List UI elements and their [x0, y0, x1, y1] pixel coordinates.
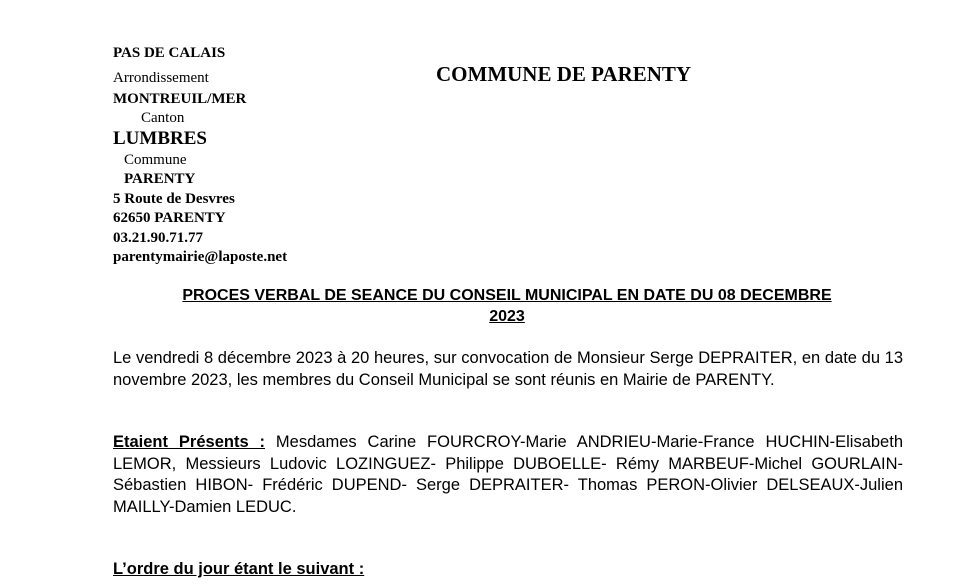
commune-name: PARENTY	[124, 171, 196, 187]
arrondissement: MONTREUIL/MER	[113, 91, 247, 107]
agenda-heading: L’ordre du jour étant le suivant :	[113, 560, 365, 578]
canton: LUMBRES	[113, 128, 207, 149]
intro-paragraph: Le vendredi 8 décembre 2023 à 20 heures, sur convocation de Monsieur Serge DEPRAITER, en date du 13 novembre 2023, les membres du Conseil Municipal se sont réunis en Mairie de PARENTY.	[113, 349, 903, 389]
presents-label: Etaient Présents :	[113, 433, 266, 451]
email: parentymairie@laposte.net	[113, 249, 288, 265]
presents-paragraph	[113, 432, 903, 518]
canton-label: Canton	[141, 110, 185, 126]
document-title-line2: 2023	[489, 308, 525, 325]
address-line1: 5 Route de Desvres	[113, 191, 235, 207]
presents-list: Mesdames Carine FOURCROY-Marie ANDRIEU-Marie-France HUCHIN-Elisabeth LEMOR, Messieurs Ludovic LOZINGUEZ- Philippe DUBOELLE- Rémy MARBEUF-Michel GOURLAIN-Sébastien HIBON- Frédéric DUPEND- Serge DEPRAITER- Thomas PERON-Olivier DELSEAUX-Julien MAILLY-Damien LEDUC.	[113, 433, 903, 516]
department: PAS DE CALAIS	[113, 45, 226, 61]
document-title	[110, 285, 904, 327]
arrondissement-label: Arrondissement	[113, 70, 209, 86]
commune-title: COMMUNE DE PARENTY	[436, 62, 692, 86]
phone: 03.21.90.71.77	[113, 230, 203, 246]
commune-label: Commune	[124, 152, 187, 168]
document-title-line1: PROCES VERBAL DE SEANCE DU CONSEIL MUNICIPAL EN DATE DU 08 DECEMBRE	[182, 287, 832, 304]
address-line2: 62650 PARENTY	[113, 210, 226, 226]
